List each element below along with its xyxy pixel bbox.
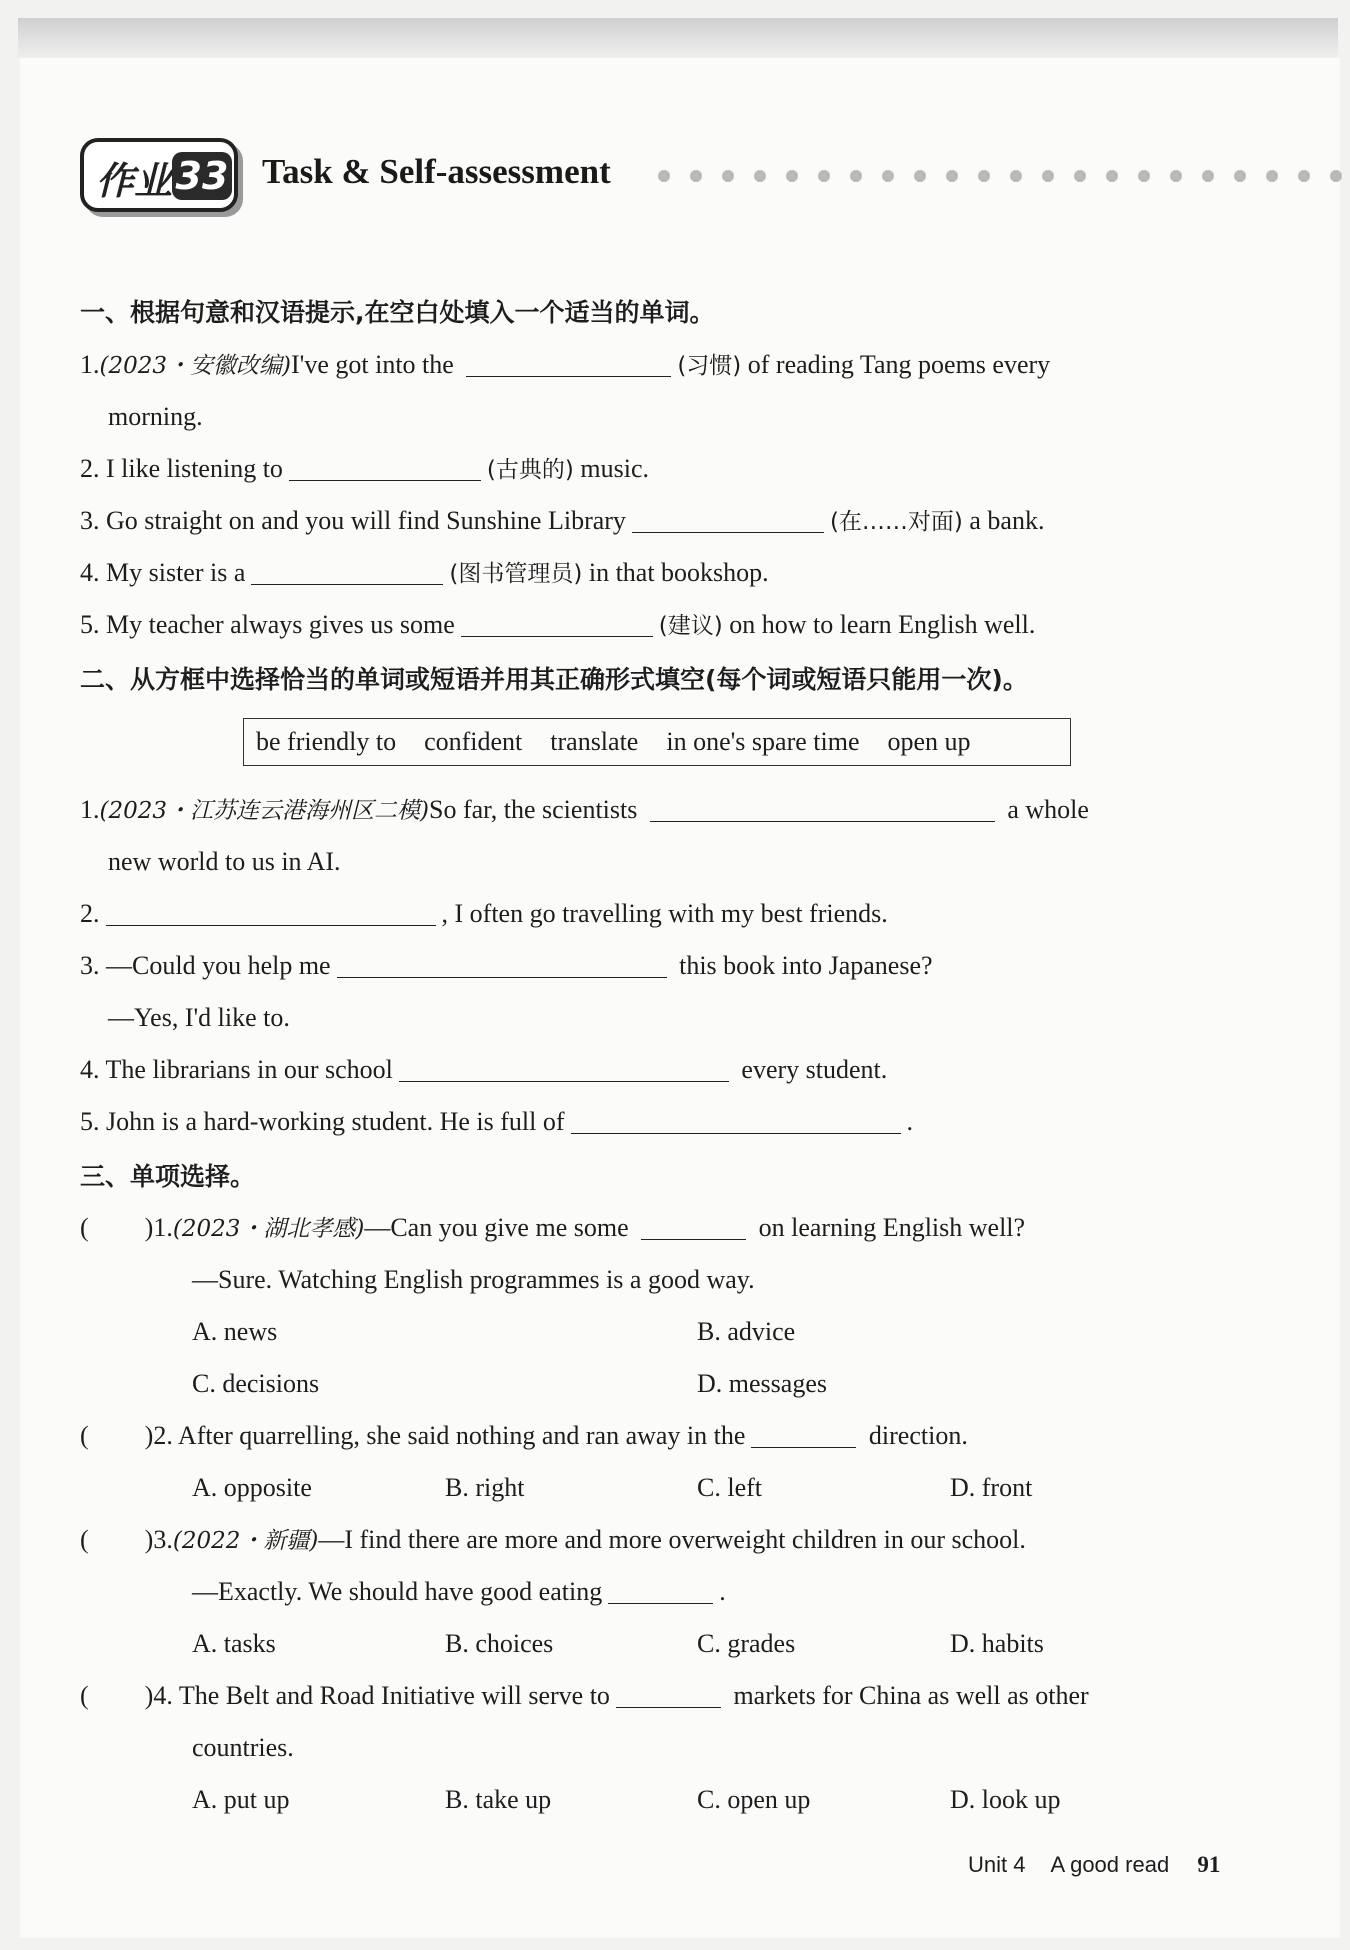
part3-heading: 三、单项选择。 bbox=[80, 1162, 256, 1191]
answer-blank[interactable] bbox=[461, 610, 653, 637]
part1-q5: 5. My teacher always gives us some (建议) on how to learn English well. bbox=[80, 610, 1036, 639]
choice-option[interactable]: A. tasks bbox=[192, 1629, 276, 1658]
choice-option[interactable]: C. left bbox=[697, 1473, 762, 1502]
badge-label: 作业 bbox=[96, 159, 173, 203]
word-option: confident bbox=[424, 727, 523, 756]
part1-q4: 4. My sister is a (图书管理员) in that bookshop. bbox=[80, 558, 769, 587]
answer-blank bbox=[751, 1421, 856, 1448]
decorative-dots bbox=[658, 170, 1342, 182]
scan-edge bbox=[18, 18, 1338, 58]
page-footer bbox=[968, 1852, 1220, 1878]
footer-unit-title: A good read bbox=[1050, 1852, 1170, 1877]
part2-q1: 1.(2023・江苏连云港海州区二模)So far, the scientists a whole bbox=[80, 795, 1089, 824]
choice-option[interactable]: D. messages bbox=[697, 1369, 827, 1398]
part2-q1-cont: new world to us in AI. bbox=[108, 847, 341, 876]
part1-q1-cont: morning. bbox=[108, 402, 203, 431]
badge-number: 33 bbox=[172, 152, 232, 200]
answer-paren[interactable]: ( bbox=[80, 1681, 89, 1710]
part2-q5: 5. John is a hard-working student. He is full of . bbox=[80, 1107, 914, 1136]
answer-blank bbox=[616, 1681, 721, 1708]
choice-option[interactable]: D. habits bbox=[950, 1629, 1044, 1658]
footer-unit: Unit 4 bbox=[968, 1852, 1026, 1877]
word-option: translate bbox=[550, 727, 639, 756]
homework-badge bbox=[80, 138, 238, 212]
part1-heading: 一、根据句意和汉语提示,在空白处填入一个适当的单词。 bbox=[80, 298, 715, 327]
answer-blank[interactable] bbox=[251, 558, 443, 585]
choice-option[interactable]: B. take up bbox=[445, 1785, 552, 1814]
answer-paren[interactable]: ( bbox=[80, 1421, 89, 1450]
part2-q3: 3. —Could you help me this book into Japanese? bbox=[80, 951, 933, 980]
choice-option[interactable]: B. choices bbox=[445, 1629, 554, 1658]
choice-option[interactable]: C. decisions bbox=[192, 1369, 320, 1398]
choice-option[interactable]: C. open up bbox=[697, 1785, 811, 1814]
part1-q1: 1.(2023・安徽改编)I've got into the (习惯) of reading Tang poems every bbox=[80, 350, 1051, 379]
answer-blank[interactable] bbox=[399, 1055, 729, 1082]
answer-blank[interactable] bbox=[650, 795, 995, 822]
answer-blank bbox=[641, 1213, 746, 1240]
word-option: open up bbox=[887, 727, 971, 756]
part3-q4: ( )4. The Belt and Road Initiative will serve to markets for China as well as other bbox=[80, 1681, 1089, 1710]
answer-blank[interactable] bbox=[632, 506, 824, 533]
answer-blank bbox=[608, 1577, 713, 1604]
choice-option[interactable]: B. advice bbox=[697, 1317, 796, 1346]
part2-q2: 2. , I often go travelling with my best friends. bbox=[80, 899, 888, 928]
part3-q3-reply: —Exactly. We should have good eating . bbox=[192, 1577, 726, 1606]
answer-blank[interactable] bbox=[337, 951, 667, 978]
page-title: Task & Self-assessment bbox=[262, 152, 611, 191]
choice-option[interactable]: D. front bbox=[950, 1473, 1033, 1502]
part3-q1-reply: —Sure. Watching English programmes is a good way. bbox=[192, 1265, 755, 1294]
word-option: in one's spare time bbox=[666, 727, 860, 756]
part3-q2: ( )2. After quarrelling, she said nothing and ran away in the direction. bbox=[80, 1421, 968, 1450]
answer-blank[interactable] bbox=[466, 350, 671, 377]
answer-paren[interactable]: ( bbox=[80, 1525, 89, 1554]
part2-q3-reply: —Yes, I'd like to. bbox=[108, 1003, 290, 1032]
answer-blank[interactable] bbox=[571, 1107, 901, 1134]
section-header bbox=[80, 130, 1340, 220]
choice-option[interactable]: A. opposite bbox=[192, 1473, 312, 1502]
part2-heading: 二、从方框中选择恰当的单词或短语并用其正确形式填空(每个词或短语只能用一次)。 bbox=[80, 665, 1028, 694]
answer-blank[interactable] bbox=[106, 899, 436, 926]
part3-q4-cont: countries. bbox=[192, 1733, 294, 1762]
part1-q2: 2. I like listening to (古典的) music. bbox=[80, 454, 649, 483]
part2-q4: 4. The librarians in our school every student. bbox=[80, 1055, 888, 1084]
choice-option[interactable]: A. news bbox=[192, 1317, 278, 1346]
choice-option[interactable]: D. look up bbox=[950, 1785, 1061, 1814]
word-box bbox=[243, 718, 1071, 766]
word-option: be friendly to bbox=[256, 727, 397, 756]
answer-blank[interactable] bbox=[289, 454, 481, 481]
page-number: 91 bbox=[1197, 1852, 1221, 1877]
choice-option[interactable]: A. put up bbox=[192, 1785, 290, 1814]
answer-paren[interactable]: ( bbox=[80, 1213, 89, 1242]
part3-q3: ( )3.(2022・新疆)—I find there are more and more overweight children in our school. bbox=[80, 1525, 1026, 1554]
part3-q1: ( )1.(2023・湖北孝感)—Can you give me some on learning English well? bbox=[80, 1213, 1026, 1242]
choice-option[interactable]: C. grades bbox=[697, 1629, 796, 1658]
choice-option[interactable]: B. right bbox=[445, 1473, 525, 1502]
part1-q3: 3. Go straight on and you will find Sunshine Library (在……对面) a bank. bbox=[80, 506, 1045, 535]
